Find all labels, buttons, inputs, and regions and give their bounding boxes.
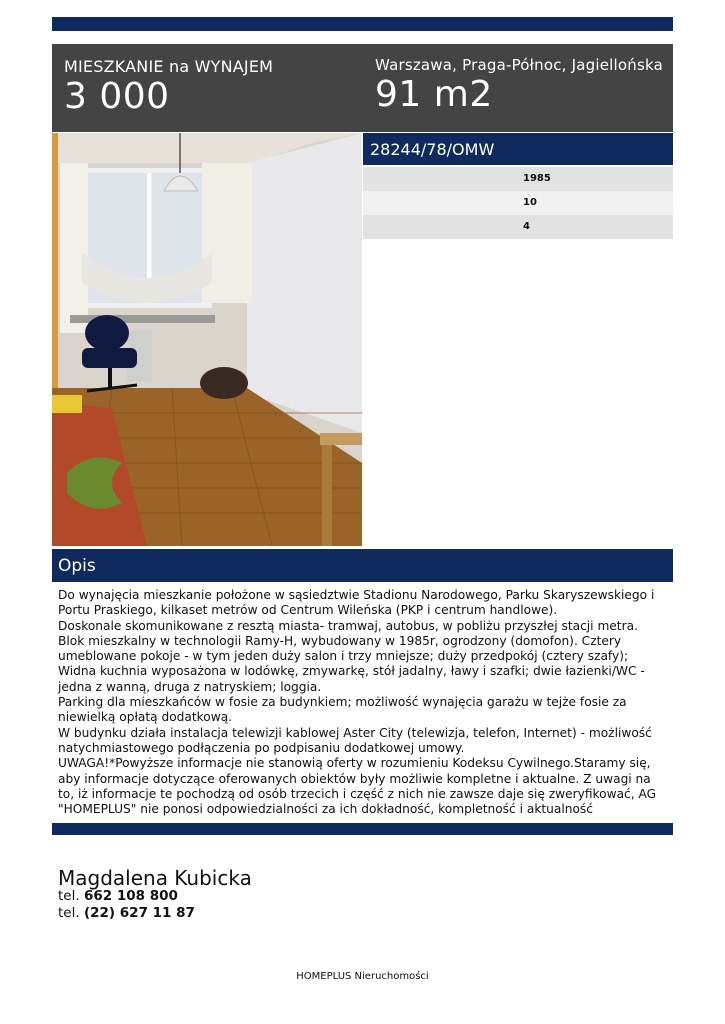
description-header (52, 549, 673, 582)
agent-name: Magdalena Kubicka (58, 866, 252, 890)
parameters-table (363, 167, 673, 239)
phone-number[interactable]: (22) 627 11 87 (83, 905, 195, 921)
reference-number: 28244/78/OMW (370, 140, 495, 159)
offer-type: MIESZKANIE na WYNAJEM (64, 57, 274, 76)
reference-bar (363, 133, 673, 165)
tel-label: tel. (58, 888, 80, 904)
parameter-value: 1985 (523, 173, 551, 184)
footer-company: HOMEPLUS Nieruchomości (296, 971, 429, 982)
phone-number[interactable]: 662 108 800 (83, 888, 178, 904)
agent-phone-1 (58, 888, 178, 904)
parameter-value: 10 (523, 197, 537, 208)
parameter-row (363, 167, 673, 191)
listing-header (52, 44, 673, 132)
price: 3 000 (64, 76, 170, 117)
location: Warszawa, Praga-Północ, Jagiellońska (375, 56, 663, 74)
bottom-accent-bar (52, 823, 673, 835)
agent-phone-2 (58, 905, 195, 921)
parameter-row (363, 191, 673, 215)
description-title: Opis (58, 556, 96, 576)
property-photo (52, 133, 362, 546)
tel-label: tel. (58, 905, 80, 921)
parameter-value: 4 (523, 221, 530, 232)
description-text: Do wynajęcia mieszkanie położone w sąsiedztwie Stadionu Narodowego, Parku Skaryszewskiego i Portu Praskiego, kilkaset metrów od Centrum Wileńska (PKP i centrum handlowe). Doskonale skomunikowane z resztą miasta- tramwaj, autobus, w pobliżu przyszłej stacji metra. Blok mieszkalny w technologii Ramy-H, wybudowany w 1985r, ogrodzony (domofon). Cztery umeblowane pokoje - w tym jeden duży salon i trzy mniejsze; duży przedpokój (cztery szafy); Widna kuchnia wyposażona w lodówkę, zmywarkę, stół jadalny, ławy i szafki; dwie łazienki/WC - jedna z wanną, druga z natryskiem; loggia. Parking dla mieszkańców w fosie za budynkiem; możliwość wynajęcia garażu w tejże fosie za niewielką opłatą dodatkową. W budynku działa instalacja telewizji kablowej Aster City (telewizja, telefon, Internet) - możliwość natychmiastowego podłączenia po podpisaniu dodatkowej umowy. UWAGA!*Powyższe informacje nie stanowią oferty w rozumieniu Kodeksu Cywilnego.Staramy się, aby informacje dotyczące oferowanych obiektów były możliwie kompletne i aktualne. Z uwagi na to, iż informacje te pochodzą od osób trzecich i część z nich nie zawsze daje się zweryfikować, AG "HOMEPLUS" nie ponosi odpowiedzialności za ich dokładność, kompletność i aktualność (58, 588, 657, 817)
parameter-row (363, 215, 673, 239)
area: 91 m2 (375, 74, 493, 115)
top-accent-bar (52, 17, 673, 31)
